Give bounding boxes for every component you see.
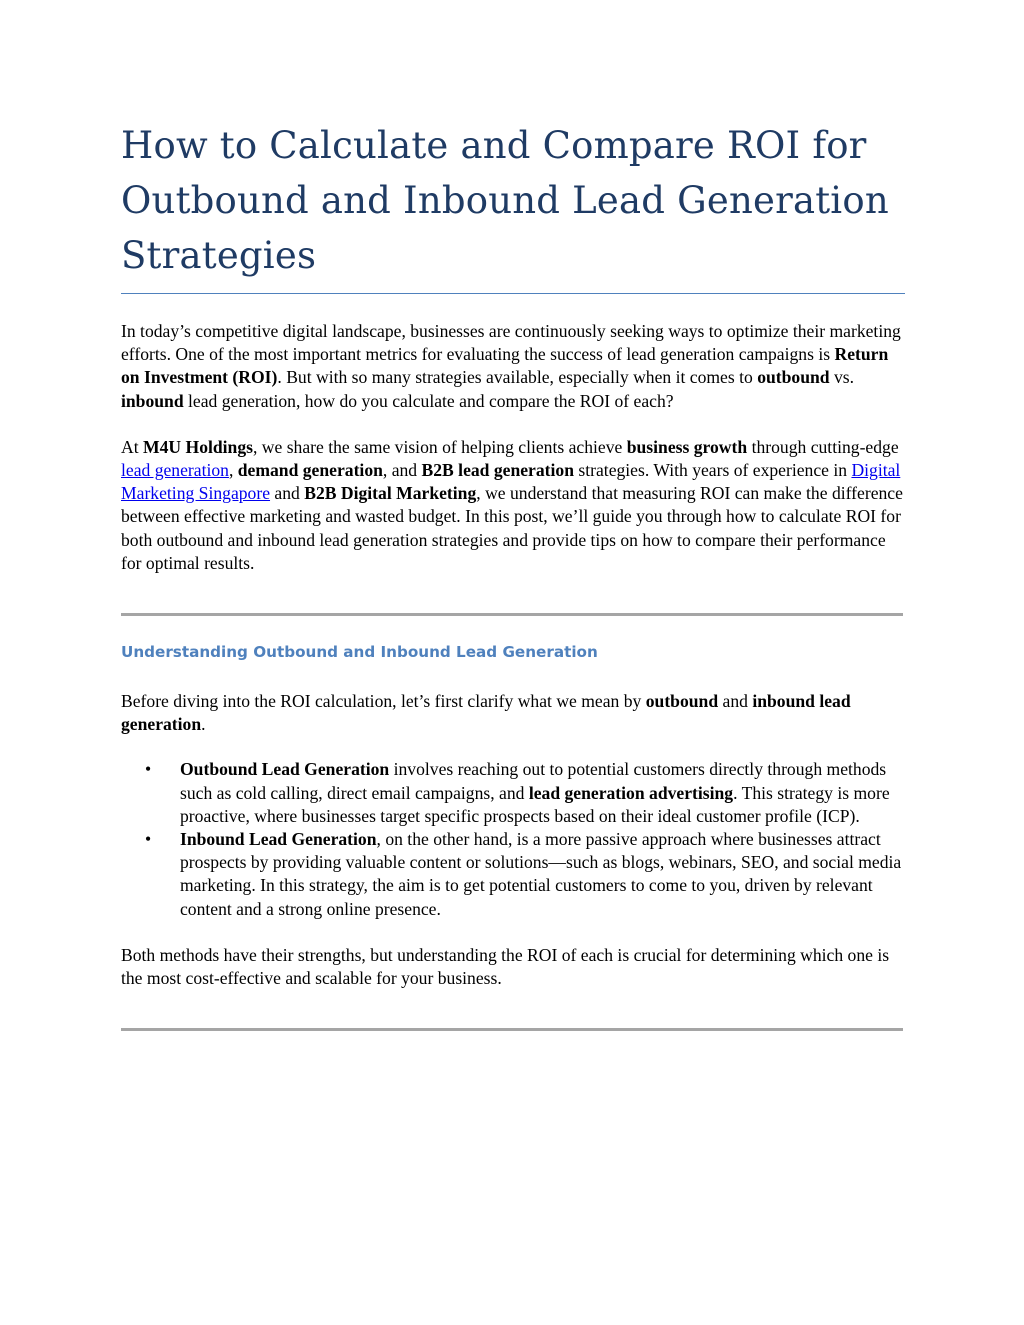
m4u-bold-holdings: M4U Holdings <box>143 436 253 457</box>
section-divider-bottom <box>121 1028 903 1031</box>
m4u-bold-b2b-digital-marketing: B2B Digital Marketing <box>304 483 477 504</box>
before-text-3: . <box>201 714 206 735</box>
m4u-text-2: , we share the same vision of helping clients achieve <box>252 436 627 457</box>
m4u-bold-demand-generation: demand generation <box>237 460 383 481</box>
m4u-bold-business-growth: business growth <box>626 436 748 457</box>
document-title <box>121 118 905 283</box>
title-line-2: Outbound and Inbound Lead Generation <box>121 179 889 222</box>
digital-marketing-singapore-link[interactable]: Digital Marketing Singapore <box>121 460 901 504</box>
m4u-text-3: through cutting-edge <box>747 436 899 457</box>
lead-generation-link[interactable]: lead generation <box>121 460 229 481</box>
intro-paragraph <box>121 320 905 413</box>
conclusion-paragraph: Both methods have their strengths, but understanding the ROI of each is crucial for determining which one is the most cost-effective and scalable for your business. <box>121 944 890 989</box>
bullet-inbound-text: , on the other hand, is a more passive approach where businesses attract prospects by providing valuable content or solutions—such as blogs, webinars, SEO, and social media marketing. In this strategy, the aim is to get potential customers to come to you, driven by relevant content and a strong online presence. <box>180 829 902 919</box>
bullet-outbound-text-1: involves reaching out to potential customers directly through methods such as cold calling, direct email campaigns, and <box>180 759 887 803</box>
bullet-inbound-title: Inbound Lead Generation <box>180 829 377 850</box>
list-item-inbound <box>121 828 905 921</box>
before-bold-inbound: inbound lead generation <box>121 691 851 735</box>
m4u-text-5: , and <box>382 460 422 481</box>
m4u-paragraph <box>121 436 905 575</box>
m4u-text-1: At <box>121 436 143 457</box>
list-item-outbound <box>121 758 905 828</box>
intro-bold-roi: Return on Investment (ROI) <box>121 344 889 388</box>
bullet-marker: • <box>145 759 152 780</box>
section-heading: Understanding Outbound and Inbound Lead Generation <box>121 643 598 662</box>
intro-bold-outbound: outbound <box>757 367 830 388</box>
before-text-1: Before diving into the ROI calculation, let’s first clarify what we mean by <box>121 691 646 712</box>
document-page <box>121 118 905 1031</box>
intro-text-2: . But with so many strategies available, especially when it comes to <box>277 367 758 388</box>
intro-text-4: lead generation, how do you calculate and compare the ROI of each? <box>183 390 674 411</box>
title-underline <box>121 293 905 294</box>
m4u-text-7: and <box>270 483 305 504</box>
bullet-marker: • <box>145 829 152 850</box>
m4u-bold-b2b-lead-generation: B2B lead generation <box>421 460 574 481</box>
bullet-outbound-title: Outbound Lead Generation <box>180 759 390 780</box>
bullet-list <box>121 758 905 920</box>
intro-bold-inbound: inbound <box>121 390 184 411</box>
m4u-text-4: , <box>228 460 238 481</box>
before-text-2: and <box>718 691 753 712</box>
section-divider <box>121 613 903 616</box>
m4u-text-6: strategies. With years of experience in <box>574 460 852 481</box>
bullet-outbound-bold: lead generation advertising <box>528 782 734 803</box>
intro-text-3: vs. <box>829 367 855 388</box>
intro-text-1: In today’s competitive digital landscape, businesses are continuously seeking ways to optimize their marketing efforts. One of the most important metrics for evaluating the success of lead generation campaigns is <box>121 321 901 365</box>
m4u-text-8: , we understand that measuring ROI can make the difference between effective marketing and wasted budget. In this post, we’ll guide you through how to calculate ROI for both outbound and inbound lead generation strategies and provide tips on how to compare their performance for optimal results. <box>121 483 903 573</box>
title-line-3: Strategies <box>121 234 317 277</box>
bullet-outbound-text-2: . This strategy is more proactive, where businesses target specific prospects based on their ideal customer profile (ICP). <box>180 782 890 826</box>
before-bold-outbound: outbound <box>645 691 719 712</box>
title-line-1: How to Calculate and Compare ROI for <box>121 124 867 167</box>
definitions-intro-paragraph <box>121 690 905 736</box>
